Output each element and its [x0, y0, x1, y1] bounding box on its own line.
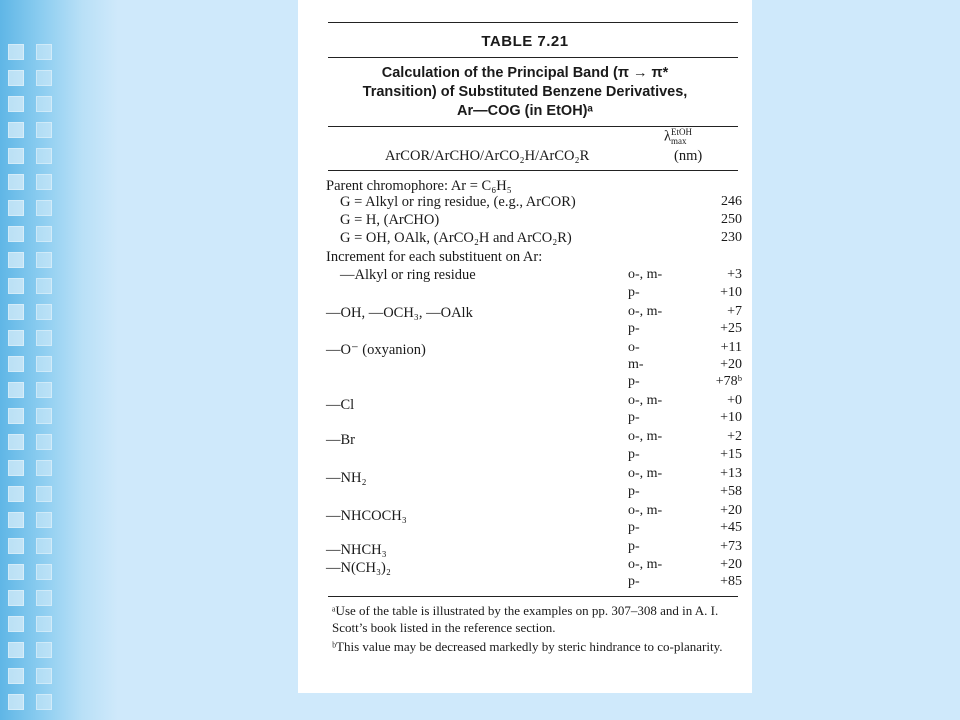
row-label: —NHCOCH₃ — [326, 508, 407, 524]
row-position: p- — [628, 539, 640, 554]
footnote-b: ᵇThis value may be decreased markedly by steric hindrance to co-planarity. — [332, 639, 723, 654]
row-position: o-, m- — [628, 429, 663, 444]
row-value: 246 — [721, 194, 742, 209]
decorative-squares — [6, 44, 30, 720]
row-value: +7 — [727, 304, 742, 319]
row-value: +11 — [720, 340, 742, 355]
row-position: o-, m- — [628, 557, 663, 572]
row-value: +15 — [720, 447, 742, 462]
table-caption — [298, 64, 752, 121]
row-label: Parent chromophore: Ar = C₆H₅ — [326, 178, 512, 194]
title-rule — [328, 57, 738, 58]
row-label: G = OH, OAlk, (ArCO₂H and ArCO₂R) — [340, 230, 572, 246]
row-value: +20 — [720, 557, 742, 572]
caption-line-3: Ar—COG (in EtOH)ᵃ — [457, 103, 593, 119]
row-label: —N(CH₃)₂ — [326, 560, 391, 576]
row-value: +20 — [720, 503, 742, 518]
row-position: p- — [628, 484, 640, 499]
row-value: +25 — [720, 321, 742, 336]
row-value: +85 — [720, 574, 742, 589]
row-value: +3 — [727, 267, 742, 282]
row-value: 250 — [721, 212, 742, 227]
footnote-a: ᵃUse of the table is illustrated by the examples on pp. 307–308 and in A. I. Scott’s book listed in the reference section. — [332, 603, 719, 635]
row-label: —Cl — [326, 397, 355, 413]
row-label: —Br — [326, 432, 355, 448]
row-position: o-, m- — [628, 304, 663, 319]
top-rule — [328, 22, 738, 23]
row-value: +13 — [720, 466, 742, 481]
row-position: o-, m- — [628, 466, 663, 481]
row-position: p- — [628, 321, 640, 336]
row-value: +45 — [720, 520, 742, 535]
row-position: p- — [628, 574, 640, 589]
row-label: —Alkyl or ring residue — [340, 267, 476, 283]
scanned-table-page — [298, 0, 752, 693]
compounds-header: ArCOR/ArCHO/ArCO₂H/ArCO₂R — [385, 148, 590, 164]
row-value: +2 — [727, 429, 742, 444]
row-label: —NHCH₃ — [326, 542, 387, 558]
row-position: o-, m- — [628, 503, 663, 518]
footnote-rule — [328, 596, 738, 597]
row-position: p- — [628, 285, 640, 300]
slide-right-background — [752, 0, 960, 720]
row-position: p- — [628, 520, 640, 535]
row-label: —OH, —OCH₃, —OAlk — [326, 305, 473, 321]
lambda-superscript: EtOH — [671, 127, 693, 137]
caption-line-1: Calculation of the Principal Band (π → π* — [381, 65, 669, 81]
unit-header: (nm) — [674, 148, 703, 164]
row-value: +78ᵇ — [715, 374, 742, 389]
row-label: G = H, (ArCHO) — [340, 212, 440, 228]
row-position: m- — [628, 357, 644, 372]
header-rule — [328, 170, 738, 171]
row-value: +73 — [720, 539, 742, 554]
row-position: p- — [628, 374, 640, 389]
row-label: Increment for each substituent on Ar: — [326, 249, 543, 265]
row-position: o- — [628, 340, 640, 355]
row-position: p- — [628, 410, 640, 425]
table-number: TABLE 7.21 — [481, 33, 569, 50]
row-value: 230 — [721, 230, 742, 245]
decorative-squares-secondary — [34, 44, 58, 720]
row-label: —O⁻ (oxyanion) — [326, 342, 426, 358]
caption-line-2: Transition) of Substituted Benzene Derivatives, — [362, 84, 688, 100]
row-position: o-, m- — [628, 393, 663, 408]
row-label: —NH₂ — [326, 470, 367, 486]
row-position: o-, m- — [628, 267, 663, 282]
slide-left-decoration — [0, 0, 118, 720]
lambda-header — [664, 128, 692, 146]
row-value: +10 — [720, 285, 742, 300]
lambda-symbol: λ — [664, 128, 672, 145]
row-value: +10 — [720, 410, 742, 425]
row-position: p- — [628, 447, 640, 462]
lambda-subscript: max — [671, 136, 687, 146]
row-value: +0 — [727, 393, 742, 408]
row-value: +20 — [720, 357, 742, 372]
row-value: +58 — [720, 484, 742, 499]
row-label: G = Alkyl or ring residue, (e.g., ArCOR) — [340, 194, 576, 210]
